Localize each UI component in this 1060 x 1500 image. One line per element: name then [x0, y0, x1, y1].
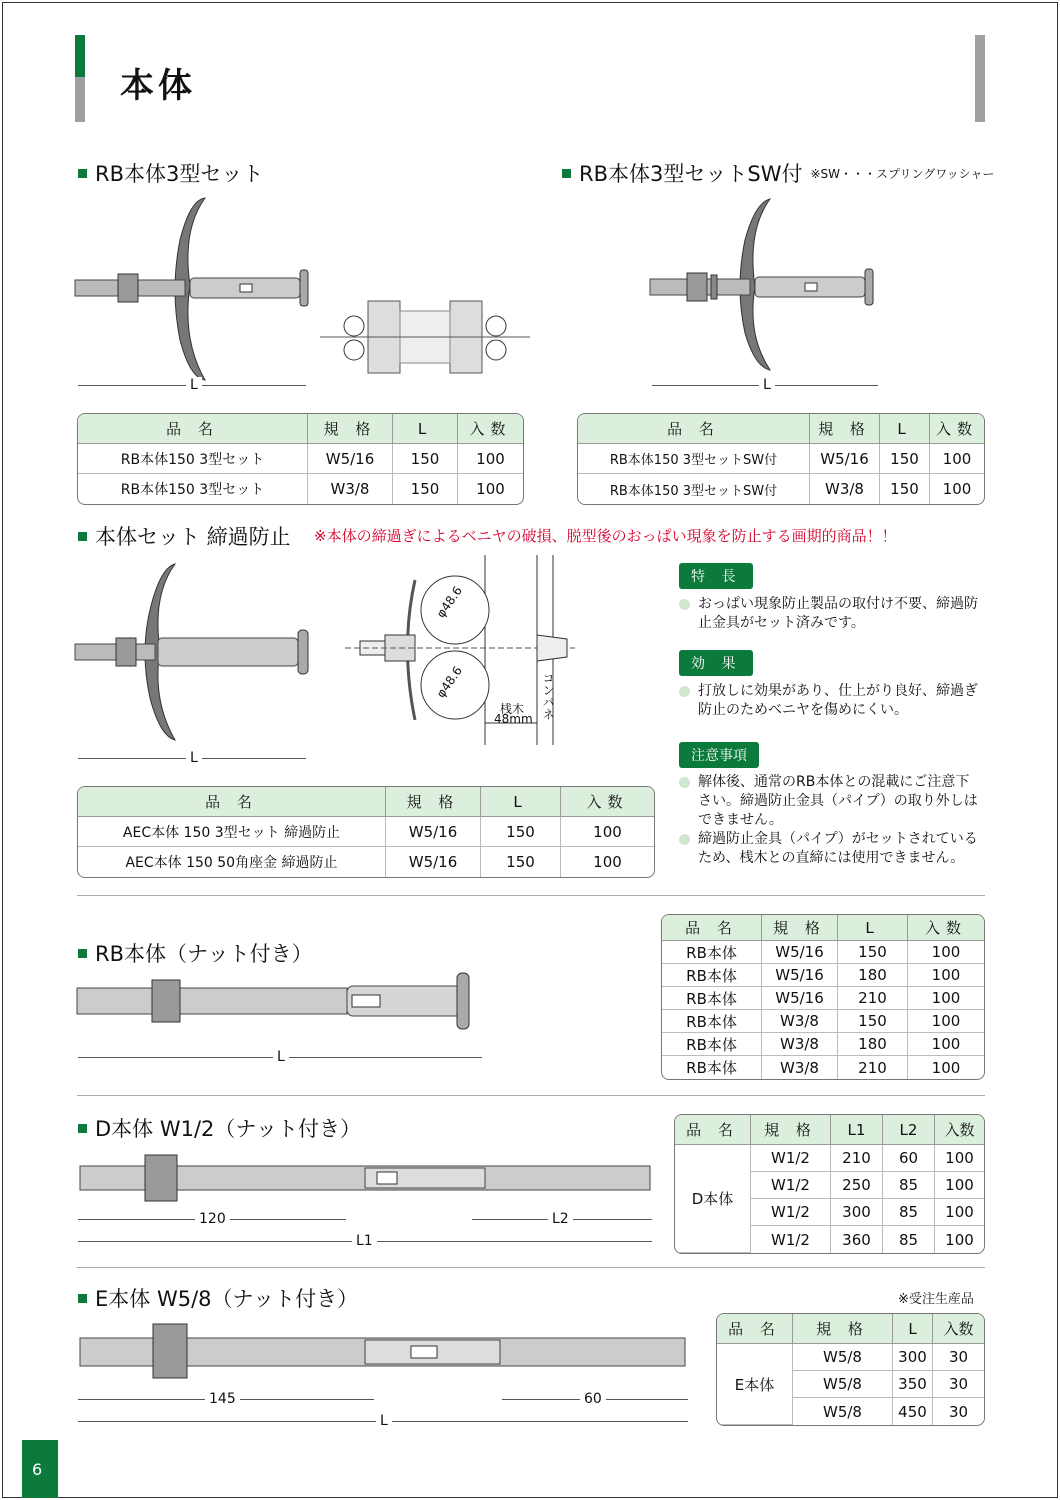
col-header: 規 格: [751, 1115, 831, 1145]
table-cell: 210: [838, 987, 908, 1010]
table-cell: W1/2: [751, 1172, 831, 1199]
table-cell: 100: [930, 444, 984, 474]
table-cell: 30: [933, 1371, 984, 1398]
section-title-e: [78, 1283, 358, 1313]
table-cell: 100: [935, 1145, 984, 1172]
dim-label: L: [376, 1413, 392, 1429]
bullet-square-icon: [78, 1294, 87, 1303]
table-cell: W5/16: [762, 941, 838, 964]
table-row: [578, 474, 984, 504]
bullet-square-icon: [562, 169, 571, 178]
table-cell: W1/2: [751, 1145, 831, 1172]
dim-label-l: L: [273, 1049, 289, 1065]
section-title-text: E本体 W5/8（ナット付き）: [95, 1287, 359, 1311]
table-row: [662, 941, 984, 964]
table-cell: 150: [880, 444, 930, 474]
table-row: [662, 1033, 984, 1056]
col-header: 入数: [933, 1314, 984, 1344]
effects-badge: 効 果: [679, 650, 753, 676]
table-cell: 100: [931, 1058, 961, 1077]
table-cell: 150: [838, 941, 908, 964]
section-note: ※SW・・・スプリングワッシャー: [810, 166, 995, 181]
col-header: 入数: [561, 787, 654, 817]
table-cell: RB本体: [662, 1010, 762, 1033]
table-cell: 300: [831, 1199, 883, 1226]
table-cell: 180: [838, 1033, 908, 1056]
table-cell: RB本体150 3型セットSW付: [578, 444, 810, 474]
table-cell: 360: [831, 1226, 883, 1253]
table-cell: RB本体150 3型セットSW付: [578, 474, 810, 504]
d-bolt-illustration: [75, 1150, 660, 1205]
table-cell: 150: [880, 474, 930, 504]
table-cell: 100: [935, 1172, 984, 1199]
table-row: [578, 444, 984, 474]
rb3-bolt-illustration: [70, 190, 320, 390]
table-cell: 150: [481, 817, 561, 847]
table-cell: W5/16: [386, 847, 481, 877]
col-header: 規 格: [793, 1314, 893, 1344]
table-cell: RB本体: [662, 941, 762, 964]
table-cell: W1/2: [751, 1199, 831, 1226]
diameter-label: φ48.6: [433, 583, 465, 621]
page-title: 本体: [120, 66, 196, 106]
table-row: [717, 1344, 984, 1371]
table-cell: 150: [481, 847, 561, 877]
divider: [77, 895, 985, 896]
table-cell: RB本体150 3型セット: [78, 474, 308, 504]
table-cell: 350: [893, 1371, 933, 1398]
bullet-square-icon: [78, 1124, 87, 1133]
table-cell: E本体: [717, 1344, 793, 1425]
rb3sw-spec-table: [577, 413, 985, 505]
dim-label-l: L: [759, 377, 775, 393]
table-row: [662, 964, 984, 987]
table-cell: 85: [883, 1226, 935, 1253]
table-cell: W5/16: [762, 964, 838, 987]
table-cell: W3/8: [762, 1010, 838, 1033]
col-header: L: [893, 1314, 933, 1344]
col-header: 品 名: [662, 915, 762, 941]
col-header: 品 名: [717, 1314, 793, 1344]
table-cell: 210: [838, 1056, 908, 1079]
section-title-d: [78, 1113, 361, 1143]
table-cell: 150: [393, 474, 458, 504]
section-title-text: D本体 W1/2（ナット付き）: [95, 1117, 361, 1141]
dim-label: L1: [352, 1233, 377, 1249]
table-cell: 100: [942, 480, 972, 498]
dim-label: 145: [205, 1391, 240, 1407]
rb3-spec-table: [77, 413, 524, 505]
col-header: 品 名: [78, 414, 308, 444]
col-header: 入数: [930, 414, 984, 444]
table-row: [78, 474, 523, 504]
col-header: 規 格: [308, 414, 393, 444]
bullet-square-icon: [78, 169, 87, 178]
col-header: 入数: [458, 414, 523, 444]
rb3sw-bolt-illustration: [645, 195, 890, 375]
table-cell: 100: [908, 964, 984, 987]
table-cell: 100: [945, 1230, 974, 1249]
bullet-square-icon: [78, 949, 87, 958]
dim-label: 60: [580, 1391, 606, 1407]
table-row: [78, 817, 654, 847]
table-cell: 85: [883, 1172, 935, 1199]
dim-label-l: L: [186, 377, 202, 393]
features-badge: 特 長: [679, 563, 753, 589]
section-title-rbnut: [78, 938, 313, 968]
table-cell: 450: [893, 1398, 933, 1425]
bullet-dot-icon: [679, 686, 690, 697]
caution-item: 解体後、通常のRB本体との混載にご注意下さい。締過防止金具（パイプ）の取り外しはできません。: [679, 773, 979, 830]
table-cell: RB本体: [662, 1033, 762, 1056]
table-cell: 100: [935, 1199, 984, 1226]
col-header: 品 名: [675, 1115, 751, 1145]
section-title-text: RB本体3型セットSW付: [579, 162, 803, 186]
section-title-text: 本体セット 締過防止: [95, 525, 291, 549]
rb3-formwork-illustration: [320, 296, 530, 378]
cautions-badge: 注意事項: [679, 742, 759, 768]
table-row: [78, 444, 523, 474]
aec-bolt-illustration: [70, 560, 320, 745]
table-row: [662, 1010, 984, 1033]
section-title-text: RB本体3型セット: [95, 162, 264, 186]
table-cell: W3/8: [308, 474, 393, 504]
title-accent-bar-grey: [75, 77, 85, 122]
d-spec-table: [674, 1114, 985, 1254]
table-cell: 60: [883, 1145, 935, 1172]
table-cell: W3/8: [762, 1033, 838, 1056]
col-header: L1: [831, 1115, 883, 1145]
table-cell: 100: [908, 1033, 984, 1056]
col-header: 規 格: [762, 915, 838, 941]
bullet-dot-icon: [679, 777, 690, 788]
col-header: 入数: [935, 1115, 984, 1145]
feature-item: おっぱい現象防止製品の取付け不要、締過防止金具がセット済みです。: [679, 595, 979, 633]
caution-item: 締過防止金具（パイプ）がセットされているため、桟木との直締には使用できません。: [679, 830, 979, 868]
col-header: L: [481, 787, 561, 817]
table-cell: 30: [933, 1344, 984, 1371]
table-cell: 100: [593, 853, 622, 871]
rbnut-bolt-illustration: [72, 968, 492, 1038]
e-note: ※受注生産品: [898, 1292, 974, 1307]
rbnut-spec-table: [661, 914, 985, 1080]
section-title-aec: [78, 521, 291, 551]
aec-section-diagram: [345, 555, 575, 750]
table-cell: 100: [908, 987, 984, 1010]
e-bolt-illustration: [75, 1320, 695, 1382]
table-cell: 250: [831, 1172, 883, 1199]
table-cell: W5/16: [762, 987, 838, 1010]
title-accent-bar: [75, 35, 85, 77]
table-cell: RB本体: [662, 987, 762, 1010]
table-row: [662, 987, 984, 1010]
divider: [77, 1095, 985, 1096]
table-cell: 30: [948, 1402, 969, 1421]
table-cell: W1/2: [751, 1226, 831, 1253]
col-header: L2: [883, 1115, 935, 1145]
bullet-dot-icon: [679, 599, 690, 610]
table-cell: 100: [476, 480, 505, 498]
table-cell: 300: [893, 1344, 933, 1371]
section-title-text: RB本体（ナット付き）: [95, 942, 313, 966]
table-cell: 210: [831, 1145, 883, 1172]
col-header: L: [838, 915, 908, 941]
effect-item: 打放しに効果があり、仕上がり良好、締過ぎ防止のためベニヤを傷めにくい。: [679, 682, 979, 720]
table-cell: AEC本体 150 3型セット 締過防止: [78, 817, 386, 847]
table-cell: 100: [908, 941, 984, 964]
wood-size-label: 48mm: [494, 712, 533, 726]
bullet-dot-icon: [679, 834, 690, 845]
bullet-square-icon: [78, 532, 87, 541]
table-cell: 85: [883, 1199, 935, 1226]
col-header: 品 名: [578, 414, 810, 444]
wood-label: 桟木: [500, 702, 525, 716]
table-cell: W5/8: [793, 1371, 893, 1398]
aec-spec-table: [77, 786, 655, 878]
divider: [77, 1267, 985, 1268]
table-cell: RB本体150 3型セット: [78, 444, 308, 474]
col-header: L: [393, 414, 458, 444]
panel-label: コンパネ: [541, 672, 555, 720]
page-number: 6: [22, 1440, 58, 1498]
aec-red-note: ※本体の締過ぎによるベニヤの破損、脱型後のおっぱい現象を防止する画期的商品！！: [314, 527, 897, 545]
right-edge-bar: [975, 35, 985, 122]
table-cell: 150: [838, 1010, 908, 1033]
table-row: [78, 847, 654, 877]
table-cell: W5/16: [810, 444, 880, 474]
table-cell: 100: [458, 444, 523, 474]
col-header: 入数: [908, 915, 984, 941]
table-cell: 100: [908, 1010, 984, 1033]
table-cell: RB本体: [662, 964, 762, 987]
section-title-rb3: [78, 158, 263, 188]
col-header: 規 格: [386, 787, 481, 817]
section-title-rb3sw: [562, 158, 994, 188]
table-cell: W5/16: [386, 817, 481, 847]
dim-label: L2: [548, 1211, 573, 1227]
col-header: 品 名: [78, 787, 386, 817]
dim-label-l: L: [186, 750, 202, 766]
table-cell: RB本体: [662, 1056, 762, 1079]
table-cell: 100: [561, 817, 654, 847]
dim-label: 120: [195, 1211, 230, 1227]
diameter-label: φ48.6: [433, 663, 465, 701]
e-spec-table: [716, 1313, 985, 1426]
table-cell: D本体: [675, 1145, 751, 1253]
table-cell: W3/8: [762, 1056, 838, 1079]
table-cell: W3/8: [810, 474, 880, 504]
table-cell: W5/16: [308, 444, 393, 474]
col-header: 規 格: [810, 414, 880, 444]
col-header: L: [880, 414, 930, 444]
table-row: [675, 1145, 984, 1172]
table-cell: W5/8: [793, 1398, 893, 1425]
table-cell: 150: [393, 444, 458, 474]
table-row: [662, 1056, 984, 1079]
table-cell: W5/8: [793, 1344, 893, 1371]
table-cell: AEC本体 150 50角座金 締過防止: [78, 847, 386, 877]
table-cell: 180: [838, 964, 908, 987]
